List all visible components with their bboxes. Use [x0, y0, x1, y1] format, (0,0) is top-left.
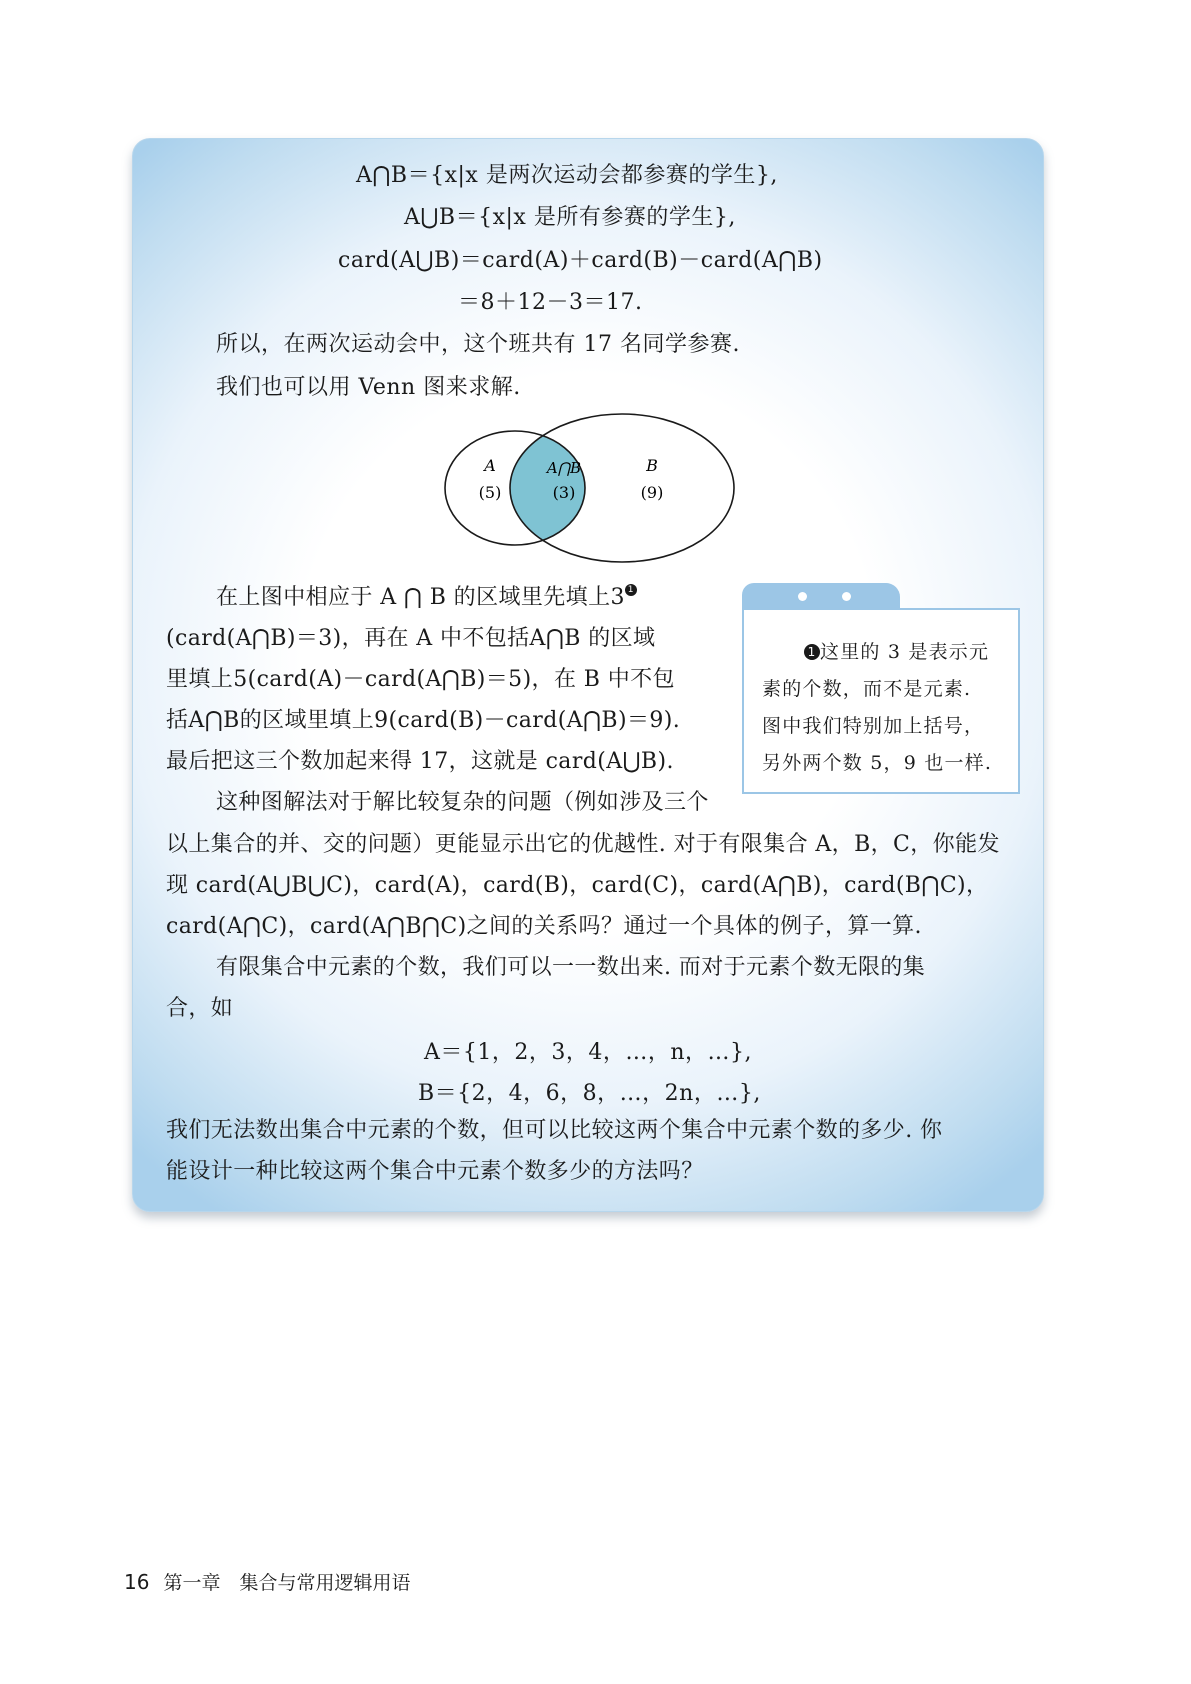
venn-label-ab: A⋂B [546, 459, 582, 477]
explanation-paragraph [166, 577, 726, 823]
equation-card-formula: card(A⋃B)＝card(A)＋card(B)－card(A⋂B) [338, 248, 823, 273]
wide-line-4: 有限集合中元素的个数，我们可以一一数出来. 而对于元素个数无限的集 [216, 955, 926, 980]
explain-line-1: 在上图中相应于 A ⋂ B 的区域里先填上3 [216, 585, 625, 610]
wide-line-3: card(A⋂C)，card(A⋂B⋂C)之间的关系吗？通过一个具体的例子，算一算. [166, 914, 922, 939]
conclusion-text: 所以，在两次运动会中，这个班共有 17 名同学参赛. [216, 332, 740, 357]
venn-count-ab: (3) [552, 483, 576, 502]
venn-diagram [440, 408, 740, 568]
explain-line-2: (card(A⋂B)＝3)，再在 A 中不包括A⋂B 的区域 [166, 626, 656, 651]
note-line-4: 另外两个数 5，9 也一样. [762, 752, 993, 774]
explain-line-3: 里填上5(card(A)－card(A⋂B)＝5)，在 B 中不包 [166, 667, 675, 692]
note-tab-dot [842, 592, 851, 601]
wide-line-1: 以上集合的并、交的问题）更能显示出它的优越性. 对于有限集合 A，B，C，你能发 [166, 832, 1000, 857]
venn-count-b: (9) [640, 483, 664, 502]
set-a-definition: A＝{1，2，3，4，…，n，…}, [424, 1040, 753, 1065]
page-number: 16 [124, 1570, 150, 1594]
equation-card-result: ＝8＋12－3＝17. [458, 290, 643, 315]
note-tab-dot [798, 592, 807, 601]
note-line-2: 素的个数，而不是元素. [762, 678, 972, 700]
venn-intro-text: 我们也可以用 Venn 图来求解. [216, 375, 521, 400]
side-note [742, 608, 1020, 794]
wide-paragraph [166, 824, 1026, 1029]
explain-line-4: 括A⋂B的区域里填上9(card(B)－card(A⋂B)＝9). [166, 708, 681, 733]
closing-line-2: 能设计一种比较这两个集合中元素个数多少的方法吗？ [166, 1159, 704, 1184]
venn-label-b: B [646, 456, 658, 475]
chapter-title: 第一章 集合与常用逻辑用语 [163, 1572, 411, 1594]
venn-count-a: (5) [478, 483, 502, 502]
explain-line-5: 最后把这三个数加起来得 17，这就是 card(A⋃B). [166, 749, 674, 774]
note-line-1: 这里的 3 是表示元 [820, 641, 990, 663]
equation-union: A⋃B＝{x|x 是所有参赛的学生}, [404, 205, 736, 230]
wide-line-2: 现 card(A⋃B⋃C)，card(A)，card(B)，card(C)，card(A⋂B)，card(B⋂C)， [166, 873, 989, 898]
note-mark: 1 [804, 644, 820, 660]
set-b-definition: B＝{2，4，6，8，…，2n，…}, [418, 1081, 761, 1106]
explain-line-6: 这种图解法对于解比较复杂的问题（例如涉及三个 [216, 790, 709, 815]
page-footer [124, 1568, 410, 1595]
wide-line-5: 合，如 [166, 996, 234, 1021]
closing-line-1: 我们无法数出集合中元素的个数，但可以比较这两个集合中元素个数的多少. 你 [166, 1118, 943, 1143]
closing-paragraph [166, 1110, 1026, 1192]
equation-intersection: A⋂B＝{x|x 是两次运动会都参赛的学生}, [356, 163, 778, 188]
footnote-ref-mark: 1 [625, 584, 637, 596]
note-line-3: 图中我们特别加上括号， [762, 715, 985, 737]
venn-label-a: A [484, 456, 496, 475]
